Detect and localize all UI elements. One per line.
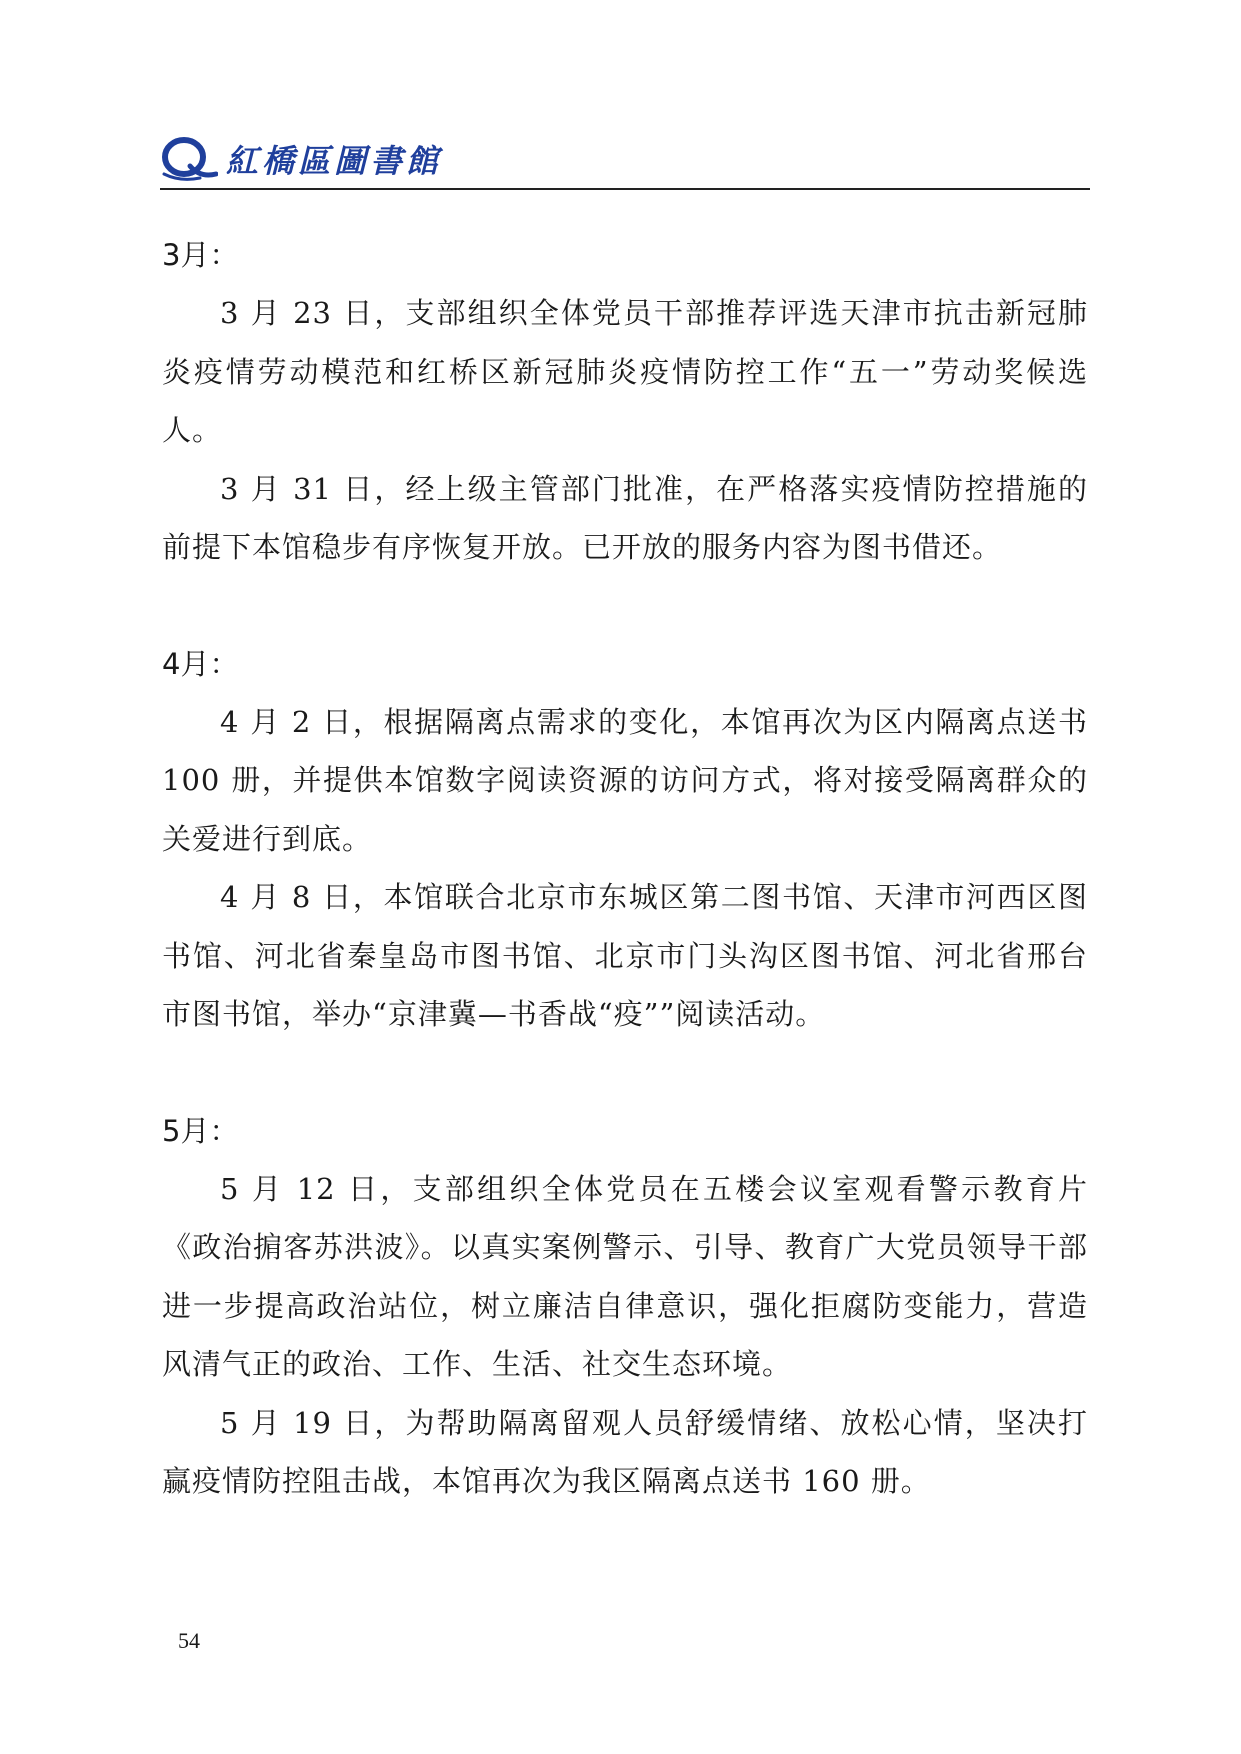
month-heading: 4月： bbox=[162, 646, 239, 681]
month-heading: 5月： bbox=[162, 1113, 239, 1148]
page-number: 54 bbox=[178, 1628, 200, 1653]
paragraph: 4 月 2 日，根据隔离点需求的变化，本馆再次为区内隔离点送书 100 册，并提供本馆数字阅读资源的访问方式，将对接受隔离群众的关爱进行到底。 bbox=[162, 704, 1088, 856]
document-body bbox=[162, 226, 1088, 1511]
section-march bbox=[162, 226, 1088, 577]
month-heading: 3月： bbox=[162, 238, 239, 272]
header-divider bbox=[160, 188, 1090, 190]
section-april bbox=[162, 635, 1088, 1044]
section-may bbox=[162, 1102, 1088, 1511]
paragraph: 5 月 19 日，为帮助隔离留观人员舒缓情绪、放松心情，坚决打赢疫情防控阻击战，本馆再次为我区隔离点送书 160 册。 bbox=[162, 1405, 1088, 1498]
page-header bbox=[160, 128, 1090, 190]
library-logo bbox=[160, 128, 442, 190]
paragraph: 3 月 23 日，支部组织全体党员干部推荐评选天津市抗击新冠肺炎疫情劳动模范和红桥区新冠肺炎疫情防控工作“五一”劳动奖候选人。 bbox=[162, 296, 1088, 447]
library-emblem-icon bbox=[160, 134, 218, 184]
library-name: 紅橋區圖書館 bbox=[226, 142, 443, 180]
paragraph: 3 月 31 日，经上级主管部门批准，在严格落实疫情防控措施的前提下本馆稳步有序恢复开放。已开放的服务内容为图书借还。 bbox=[162, 471, 1088, 564]
paragraph: 4 月 8 日，本馆联合北京市东城区第二图书馆、天津市河西区图书馆、河北省秦皇岛市图书馆、北京市门头沟区图书馆、河北省邢台市图书馆，举办“京津冀—书香战“疫””阅读活动。 bbox=[162, 880, 1088, 1031]
paragraph: 5 月 12 日，支部组织全体党员在五楼会议室观看警示教育片《政治掮客苏洪波》。以真实案例警示、引导、教育广大党员领导干部进一步提高政治站位，树立廉洁自律意识，强化拒腐防变能力，营造风清气正的政治、工作、生活、社交生态环境。 bbox=[162, 1171, 1088, 1381]
